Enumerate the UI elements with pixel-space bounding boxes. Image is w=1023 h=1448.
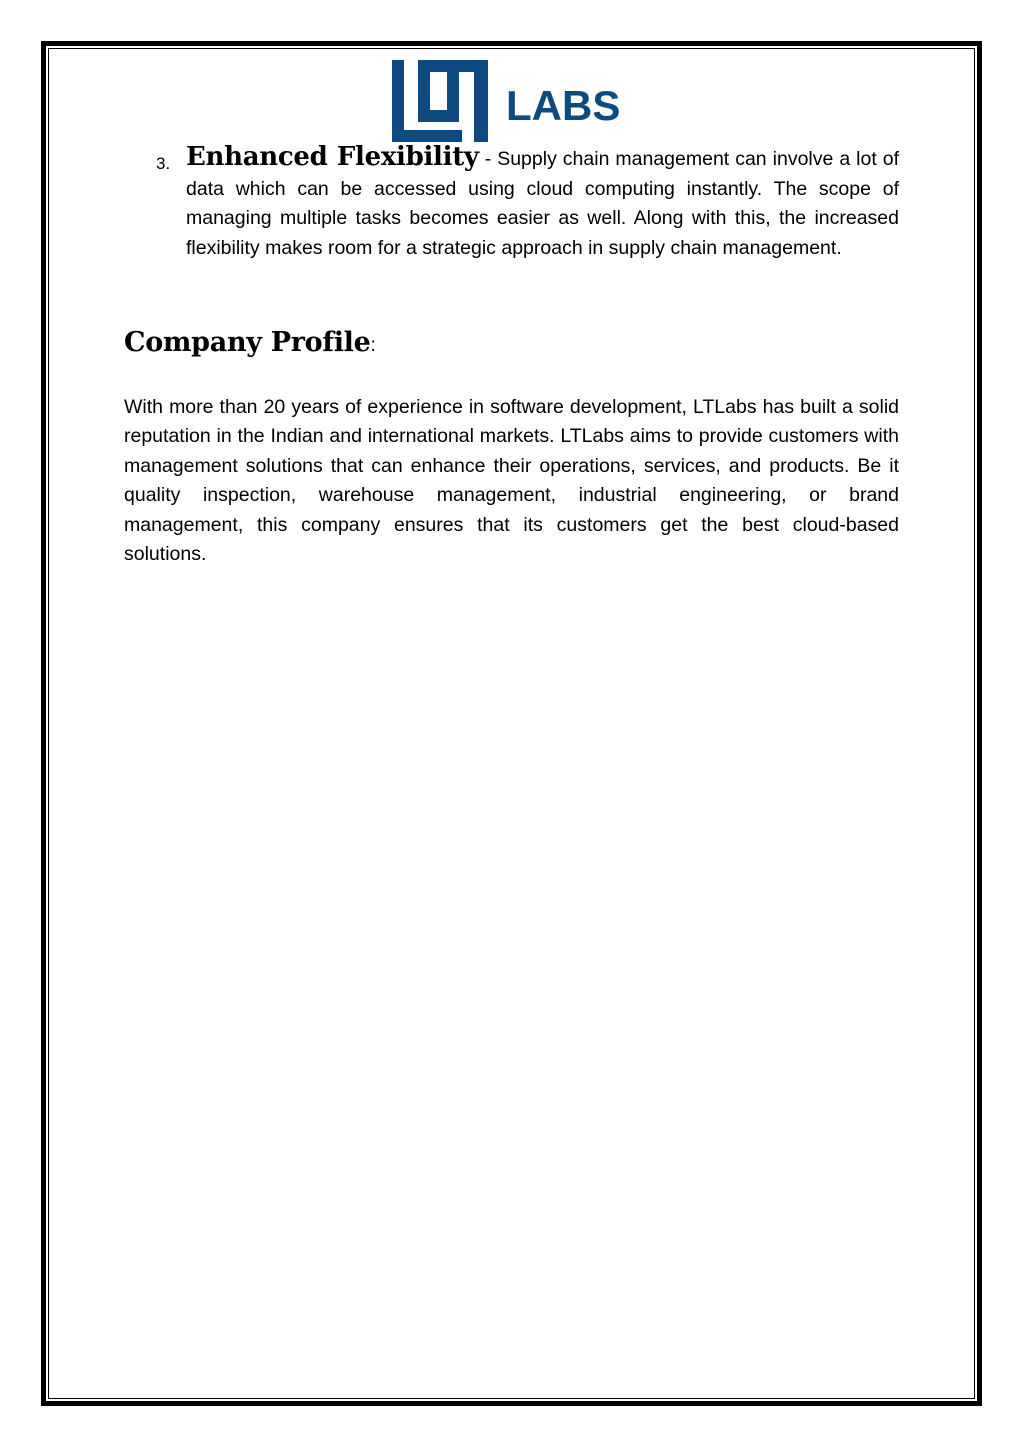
section-heading-colon: : bbox=[370, 335, 376, 356]
list-item bbox=[124, 143, 899, 263]
section-heading bbox=[124, 327, 376, 358]
company-profile-paragraph: With more than 20 years of experience in software development, LTLabs has built a solid reputation in the Indian and international markets. LTLabs aims to provide customers with management solutions that can enhance their operations, services, and products. Be it quality inspection, warehouse management, industrial engineering, or brand management, this company ensures that its customers get the best cloud-based solutions. bbox=[124, 396, 899, 566]
list-item-title: Enhanced Flexibility bbox=[186, 142, 479, 172]
section-heading-text: Company Profile bbox=[124, 327, 371, 358]
list-item-text: - Supply chain management can involve a lot of data which can be accessed using cloud computing instantly. The scope of managing multiple tasks becomes easier as well. Along with this, the increased flexibility makes room for a strategic approach in supply chain management. bbox=[186, 148, 899, 259]
logo-text: LABS bbox=[506, 82, 621, 129]
list-item-body bbox=[186, 143, 899, 263]
list-item-number: 3. bbox=[156, 154, 171, 173]
ltlabs-logo bbox=[392, 58, 632, 144]
